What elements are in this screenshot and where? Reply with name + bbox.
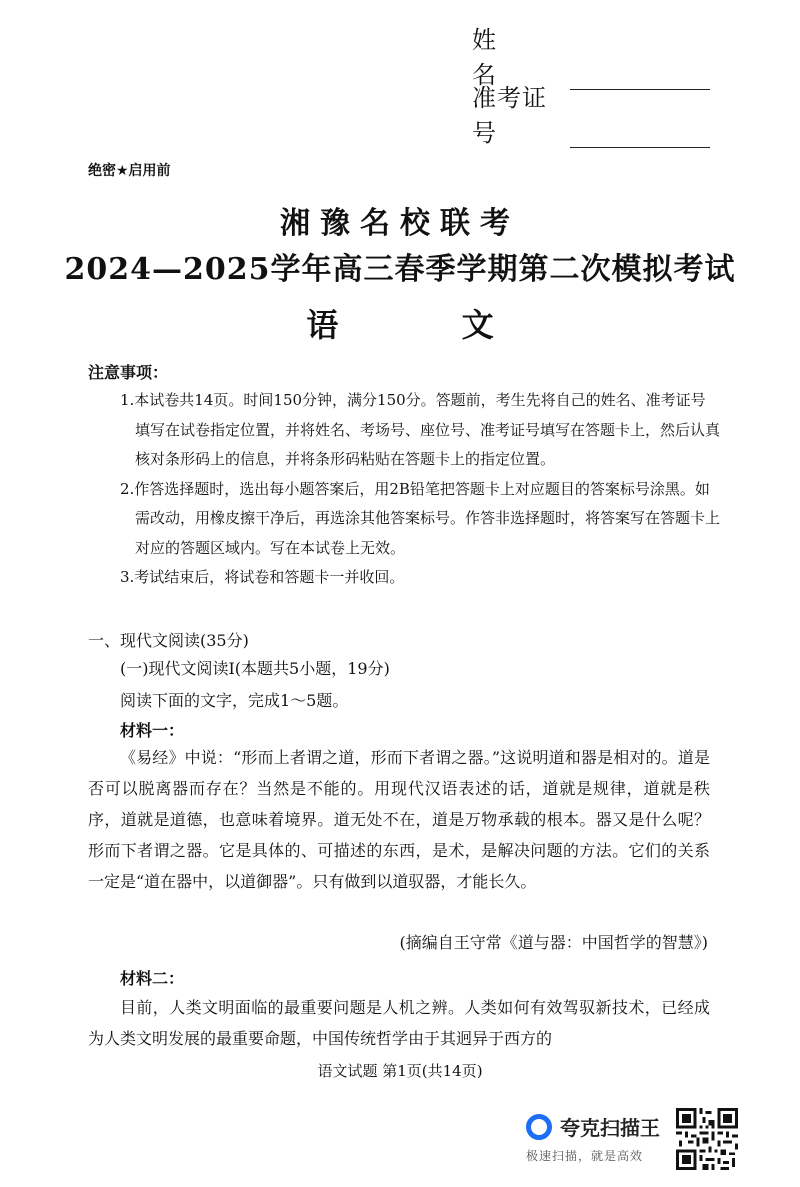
secret-mark: 绝密★启用前 xyxy=(88,163,171,179)
scanner-logo-icon xyxy=(526,1114,552,1140)
page-footer: 语文试题 第1页(共14页) xyxy=(317,1062,483,1080)
section-title: 一、现代文阅读(35分) xyxy=(88,631,249,650)
reading-instruction: 阅读下面的文字，完成1～5题。 xyxy=(120,691,349,710)
material-1-source: (摘编自王守常《道与器：中国哲学的智慧》) xyxy=(399,933,708,952)
exam-id-field-row xyxy=(472,84,710,148)
exam-title: 2024—2025学年高三春季学期第二次模拟考试 xyxy=(64,252,736,287)
material-2-text: 目前，人类文明面临的最重要问题是人机之辨。人类如何有效驾驭新技术，已经成为人类文明发展的最重要命题，中国传统哲学由于其迥异于西方的 xyxy=(88,998,710,1048)
candidate-info xyxy=(472,26,710,176)
exam-id-label: 准考证号 xyxy=(472,84,547,147)
notice-item-1: 1.本试卷共14页。时间150分钟，满分150分。答题前，考生先将自己的姓名、准考证号填写在试卷指定位置，并将姓名、考场号、座位号、准考证号填写在答题卡上，然后认真核对条形码上的信息，并将条形码粘贴在答题卡上的指定位置。 xyxy=(120,391,721,468)
scanner-brand: 夸克扫描王 xyxy=(560,1116,660,1140)
notice-list xyxy=(120,386,720,593)
subject-title: 语 文 xyxy=(306,306,550,344)
material-1-heading: 材料一： xyxy=(120,721,185,740)
material-1-text: 《易经》中说：“形而上者谓之道，形而下者谓之器。”这说明道和器是相对的。道是否可以脱离器而存在？当然是不能的。用现代汉语表述的话，道就是规律，道就是秩序，道就是道德，也意味着境界。道无处不在，道是万物承载的根本。器又是什么呢？形而下者谓之器。它是具体的、可描述的东西，是术，是解决问题的方法。它们的关系一定是“道在器中，以道御器”。只有做到以道驭器，才能长久。 xyxy=(88,748,710,891)
scanner-watermark xyxy=(526,1112,666,1164)
material-2-heading: 材料二： xyxy=(120,969,185,988)
notice-heading: 注意事项： xyxy=(88,363,169,382)
name-label: 姓 名 xyxy=(472,26,524,89)
notice-item-2: 2.作答选择题时，选出每小题答案后，用2B铅笔把答题卡上对应题目的答案标号涂黑。如需改动，用橡皮擦干净后，再选涂其他答案标号。作答非选择题时，将答案写在答题卡上对应的答题区域内。写在本试卷上无效。 xyxy=(120,479,721,557)
notice-item-3: 3.考试结束后，将试卷和答题卡一并收回。 xyxy=(120,568,405,586)
scanner-slogan: 极速扫描，就是高效 xyxy=(526,1149,644,1163)
qr-code-icon xyxy=(676,1108,738,1170)
exam-id-blank-line xyxy=(570,125,710,148)
scanner-logo xyxy=(526,1112,666,1141)
subsection-title: (一)现代文阅读Ⅰ(本题共5小题，19分) xyxy=(120,659,390,678)
name-blank-line xyxy=(570,67,710,90)
exam-union-title: 湘豫名校联考 xyxy=(280,206,520,241)
